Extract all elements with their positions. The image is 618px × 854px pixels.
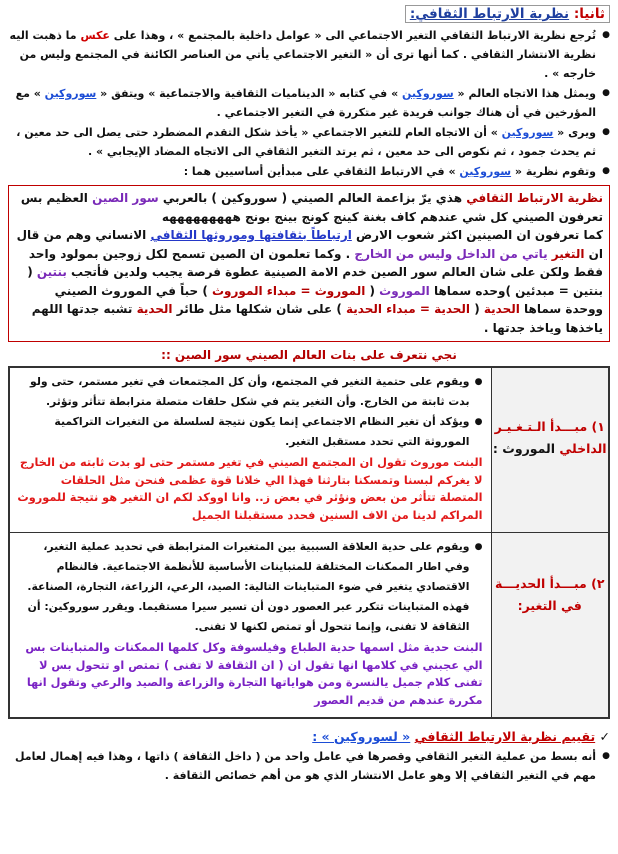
evaluation-bullets [8, 747, 610, 785]
evaluation-title [8, 727, 610, 747]
principle-student-note: البنت موروث تقول ان المجتمع الصيني في تغير مستمر حتى لو بدت ثابته من الخارج لا يغركم لبسنا وتمسكنا بتارثنا فهذا الي خلانا قوة عظمى فنحن مثل الحلقات المتصلة تتأثر من بعض ونؤثر في بعض ز.. وانا اووكد لكم ان التغير هو نتيجة للموروث المراكم لدينا من الاف السنين فحدد مستقبلنا الجميل [17, 456, 483, 522]
intro-bullet-list [8, 26, 610, 181]
principle-body-cell [9, 533, 491, 719]
table-row [9, 533, 609, 719]
principle-bullets [16, 372, 483, 452]
principle-bullet: ● ويقوم على حتمية التغير في المجتمع، وأن كل المجتمعات في تغير مستمر، حتى ولو بدت ثابتة من الخارج. وأن التغير يتم في شكل حلقات متصلة مترابطة تتأثر وتؤثر. [16, 372, 483, 412]
bullet-item: ● تُرجع نظرية الارتباط الثقافي التغير الاجتماعي الى « عوامل داخلية بالمجتمع » ، وهذا على عكس ما ذهبت اليه نظرية الانتشار الثقافي . كما أنها ترى أن « التغير الاجتماعي يأتي من العناصر الكائنة في المجتمع وليس من خارجه » . [8, 26, 610, 83]
principle-bullet: ● ويقوم على حدية العلاقة السببية بين المتغيرات المترابطة في تحديد عملية التغير، وفي اطار الممكنات المختلفة للمتباينات الأساسية للأنظمة الاجتماعية. فالنظام الاقتصادي يتغير في ضوء المتباينات التالية: الصيد، الرعي، الزراعة، التجارة، الصناعة. فهذه المتباينات تتكرر عبر العصور دون أن تسير سيرا مستقيما. ويقرر سوروكين: أن الثقافة لا تفنى، وإنما تتحول أو تمتص لكنها لا تفنى. [16, 537, 483, 637]
principle-label: ٢) مبـــدأ الحديـــة [494, 576, 605, 591]
evaluation-section [8, 727, 610, 785]
principle-label: ١) مبـــدأ الـتـغـيـر [494, 419, 605, 434]
student-note-box [8, 185, 610, 342]
check-arrow-icon: ✓ [599, 729, 610, 744]
section-heading [8, 4, 610, 24]
table-row [9, 367, 609, 533]
principles-table [8, 366, 610, 719]
evaluation-title-name: « لسوروكين » : [312, 729, 411, 744]
evaluation-title-text: تقييم نظرية الارتباط الثقافي [414, 729, 596, 744]
principle-label-cell [491, 533, 609, 719]
principle-bullet: ● ويؤكد أن تغير النظام الاجتماعي إنما يكون نتيجة لسلسلة من التغيرات التراكمية الموروثة التي تحدد مستقبل التغير. [16, 412, 483, 452]
section-number: ثانيا: [573, 6, 605, 22]
bullet-item: ● أنه بسط من عملية التغير الثقافي وقصرها في عامل واحد من ( داخل الثقافة ) ذاتها ، وهذا فيه إهمال لعامل مهم في التغير الثقافي إلا وهو عامل الانتشار الذي هو من أهم خصائص الثقافة . [8, 747, 610, 785]
principle-bullets [16, 537, 483, 637]
section-title: نظرية الارتباط الثقافي: [409, 6, 570, 22]
note-paragraph: كما تعرفون ان الصينين اكثر شعوب الارض ارتباطاً بثقافتها وموروثها الثقافي الانساني وهم من قال ان التغير ياتي من الداخل وليس من الخارج . وكما تعلمون ان الصين تسمح لكل زوجين بمولود واحد فقط ولكن على شان العالم سور الصين خدم الامة الصينية عطوة فرصة يجيب ولدين فأتجب بنتين ( بنتين = مبدئين )وحده سماها الموروث ( الموروث = مبداء الموروث ) حباً في الموروث الصيني ووحدة سماها الحدية ( الحدية = مبداء الحدية ) على شان شكلها مثل طائر الحدية تشبه جدتها اللهم ياخذها وياخذ جدتها . [16, 228, 603, 335]
principle-label-line: الداخلي الموروث : [492, 441, 607, 456]
section-title-box [405, 5, 610, 23]
principle-body-cell [9, 367, 491, 533]
bullet-item: ● ويمثل هذا الاتجاه العالم « سوروكين » في كتابه « الديناميات الثقافية والاجتماعية » ويتفق « سوروكين » مع المؤرخين في أن هناك جوانب فريدة غير متكررة في التغير الاجتماعي . [8, 84, 610, 122]
principle-label-cell [491, 367, 609, 533]
bullet-item: ● ويرى « سوروكين » أن الاتجاه العام للتغير الاجتماعي « يأخذ شكل التقدم المضطرد حتى يصل الى حد معين ، ثم يحدث جمود ، ثم نكوص الى حد معين ، ثم يرتد التغير الثقافي الى الاتجاه المضاد الإيجابي » . [8, 123, 610, 161]
bullet-item: ● وتقوم نظرية « سوروكين » في الارتباط الثقافي على مبدأين أساسيين هما : [8, 162, 610, 181]
principle-student-note: البنت حدية مثل اسمها حدية الطباع وفيلسوفة وكل كلمها الممكنات والمتباينات بس الي عجبني في كلامها انها تقول ان ( ان الثقافة لا تفنى ) تمتص او تتحول بس لا تفنى كلام جميل يالنسرة ومن هواياتها التجارة والزراعة والصيد والرعي وتقول انها مكررة عندهم من قديم العصور [25, 641, 483, 707]
note-paragraph: نظرية الارتباط الثقافي هذي يرّ بزاعمة العالم الصيني ( سوروكين ) بالعربي سور الصين العظيم بس تعرفون الصيني كل شي عندهم كاف بغنة كينج كونج بينج بونج هههههههههه [20, 191, 603, 224]
principle-label-line: في التغير: [517, 598, 582, 613]
question-line: نجي نتعرف على بنات العالم الصيني سور الصين :: [161, 348, 457, 362]
